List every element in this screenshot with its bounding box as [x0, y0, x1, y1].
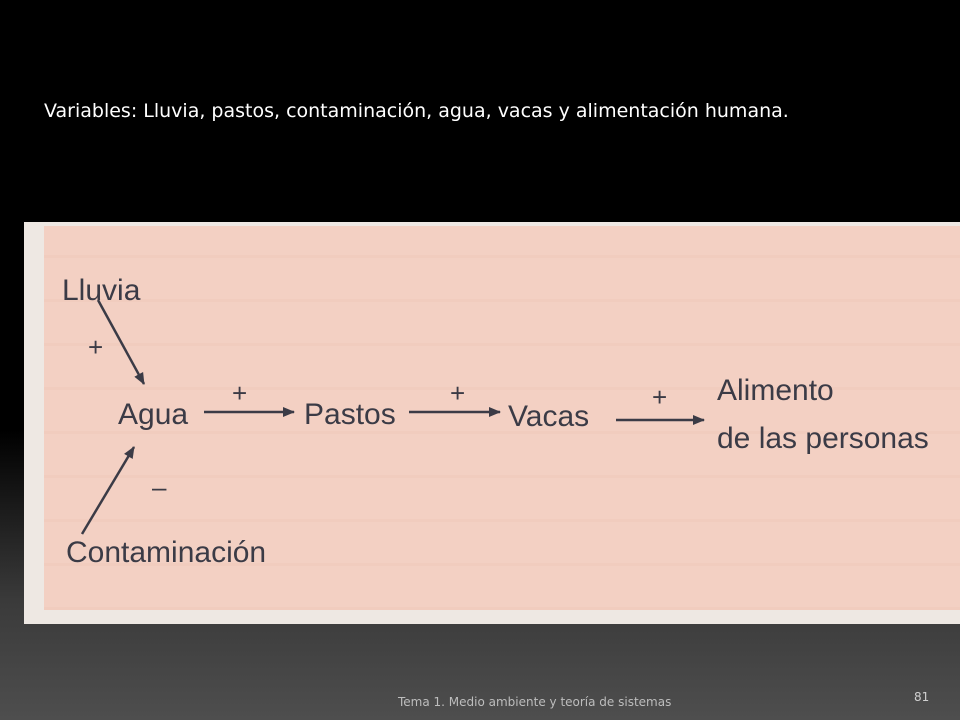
sign-lluvia-agua: +	[88, 332, 104, 362]
node-pastos: Pastos	[304, 398, 396, 431]
slide-title: Variables: Lluvia, pastos, contaminación, agua, vacas y alimentación humana.	[44, 100, 789, 122]
node-lluvia: Lluvia	[62, 274, 141, 307]
sign-vacas-alimento: +	[652, 382, 668, 412]
arrow-lluvia-agua	[98, 300, 144, 384]
sign-agua-pastos: +	[232, 378, 248, 408]
node-alimento-line2: de las personas	[717, 422, 929, 455]
node-vacas: Vacas	[508, 400, 590, 433]
page-number: 81	[914, 690, 930, 704]
node-alimento-line1: Alimento	[717, 374, 834, 407]
node-contaminacion: Contaminación	[66, 536, 267, 569]
sign-pastos-vacas: +	[450, 378, 466, 408]
node-agua: Agua	[118, 398, 189, 431]
arrow-contaminacion-agua	[82, 447, 134, 534]
footer-text: Tema 1. Medio ambiente y teoría de sistemas	[398, 695, 672, 709]
diagram-figure	[24, 222, 960, 624]
sign-contaminacion-agua: –	[152, 472, 167, 502]
